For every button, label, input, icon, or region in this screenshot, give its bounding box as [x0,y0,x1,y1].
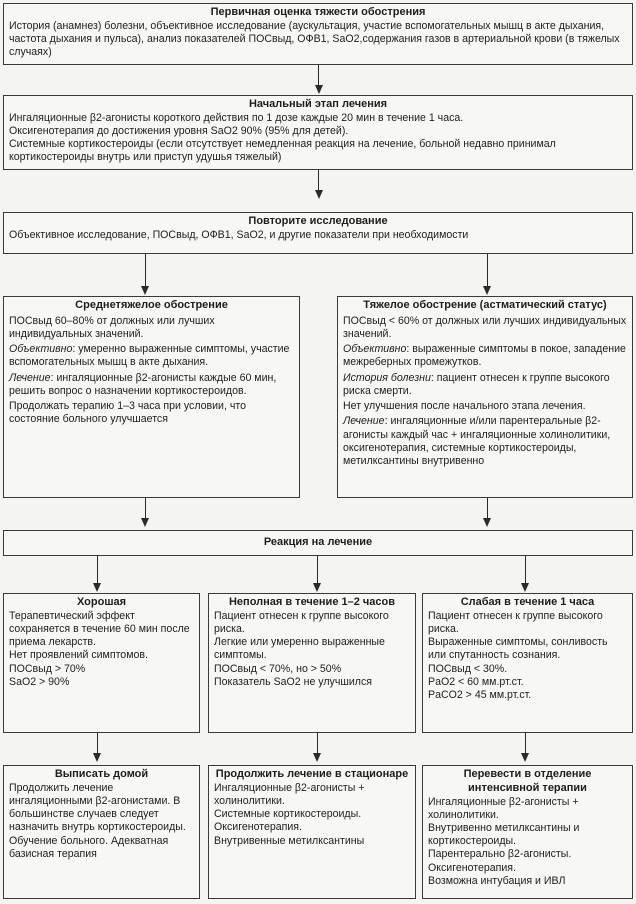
arrow-down-icon [483,518,491,527]
icu-transfer-line: Оксигенотерапия. [428,861,516,874]
arrow-down-icon [93,583,101,592]
icu-transfer-line: Ингаляционные β2-агонисты + холинолитики. [428,795,579,821]
severe-history [343,372,627,398]
severe-history-text: : пациент отнесен к группе высокого риска смерти. [343,371,610,397]
response-box [3,530,633,556]
moderate-exacerbation-title: Среднетяжелое обострение [75,299,228,311]
initial-treatment-line: Оксигенотерапия до достижения уровня SaO2 90% (95% для детей). [9,124,349,137]
icu-transfer-line: Парентерально β2-агонисты. [428,848,572,861]
moderate-treatment [9,372,294,398]
poor-response-title: Слабая в течение 1 часа [460,596,595,608]
good-response-line: Терапевтический эффект сохраняется в течение 60 мин после приема лекарств. [9,609,190,649]
severe-treatment-label: Лечение [343,415,385,428]
partial-response-title: Неполная в течение 1–2 часов [228,596,396,608]
arrow-down-icon [141,286,149,295]
initial-assessment-text: История (анамнез) болезни, объективное исследование (аускультация, участие вспомогательных мышц в акте дыхания, частота дыхания и пульса), анализ показателей ПОСвыд, ОФВ1, SaO2,содержания газов в артериальной крови (в тяжелых случаях) [9,19,620,59]
arrow-down-icon [521,583,529,592]
continue-hospital-line: Оксигенотерапия. [214,821,302,834]
icu-transfer-line: Внутривенно метилксантины и кортикостероиды. [428,821,580,848]
good-response-title: Хорошая [76,596,127,608]
discharge-home-text: Продолжить лечение ингаляционными β2-агонистами. В большинстве случаев следует назначить внутрь кортикостероиды. Обучение больного. Адекватная базисная терапия [9,781,186,860]
severe-exacerbation-box [337,296,633,498]
moderate-objective-text: : умеренно выраженные симптомы, участие вспомогательных мышц в акте дыхания. [9,343,290,369]
partial-response-line: Пациент отнесен к группе высокого риска. [214,609,389,635]
continue-hospital-line: Внутривенные метилксантины [214,834,365,847]
moderate-treatment-label: Лечение [9,371,51,384]
moderate-continue: Продолжать терапию 1–3 часа при условии, что состояние больного улучшается [9,400,247,426]
arrow-down-icon [141,518,149,527]
repeat-exam-text: Объективное исследование, ПОСвыд, ОФВ1, SaO2, и другие показатели при необходимости [9,228,469,241]
partial-response-box [208,593,416,733]
initial-treatment-line: Системные кортикостероиды (если отсутствует немедленная реакция на лечение, больной недавно принимал кортикостероиды внутрь или приступ удушья тяжелый) [9,138,556,164]
severe-objective-label: Объективно [343,343,407,356]
poor-response-line: Выраженные симптомы, сонливость или спутанность сознания. [428,636,608,662]
initial-treatment-title: Начальный этап лечения [248,98,388,110]
continue-hospital-line: Ингаляционные β2-агонисты + холинолитики. [214,781,365,807]
good-response-line: Нет проявлений симптомов. [9,649,148,662]
partial-response-line: ПОСвыд < 70%, но > 50% [214,662,342,675]
moderate-treatment-text: : ингаляционные β2-агонисты каждые 60 мин, решить вопрос о назначении кортикостероидов. [9,371,277,397]
poor-response-box [422,593,633,733]
initial-treatment-line: Ингаляционные β2-агонисты короткого действия по 1 дозе каждые 20 мин в течение 1 часа. [9,111,464,124]
arrow-down-icon [315,85,323,94]
partial-response-line: Легкие или умеренно выраженные симптомы. [214,636,385,662]
response-title: Реакция на лечение [263,536,373,548]
initial-assessment-box [3,3,633,65]
moderate-objective-label: Объективно [9,343,73,356]
moderate-exacerbation-box [3,296,300,498]
good-response-box [3,593,200,733]
moderate-pef: ПОСвыд 60–80% от должных или лучших индивидуальных значений. [9,314,215,340]
severe-pef: ПОСвыд < 60% от должных или лучших индивидуальных значений. [343,314,627,340]
arrow-down-icon [93,753,101,762]
arrow-down-icon [313,583,321,592]
moderate-objective [9,343,294,369]
severe-treatment [343,415,627,468]
poor-response-line: PaO2 < 60 мм.рт.ст. [428,675,524,688]
initial-treatment-box [3,95,633,170]
arrow-down-icon [315,190,323,199]
good-response-line: SaO2 > 90% [9,675,70,688]
severe-history-label: История болезни [343,371,431,384]
continue-hospital-box [208,765,416,899]
partial-response-line: Показатель SaO2 не улучшился [214,675,372,688]
continue-hospital-title: Продолжить лечение в стационаре [215,768,409,780]
icu-transfer-line: Возможна интубация и ИВЛ [428,874,566,887]
discharge-home-box [3,765,200,899]
continue-hospital-line: Системные кортикостероиды. [214,808,362,821]
severe-objective-text: : выраженные симптомы в покое, западение межреберных промежутков. [343,343,626,369]
discharge-home-title: Выписать домой [54,768,149,780]
severe-treatment-text: : ингаляционные и/или парентеральные β2-агонисты каждый час + ингаляционные холинолитики, оксигенотерапия, системные кортикостероиды, метилксантины внутривенно [343,415,611,468]
initial-assessment-title: Первичная оценка тяжести обострения [210,6,426,18]
severe-no-improvement: Нет улучшения после начального этапа лечения. [343,400,586,413]
good-response-line: ПОСвыд > 70% [9,662,86,675]
icu-transfer-title: Перевести в отделение интенсивной терапии [463,768,592,794]
repeat-exam-box [3,212,633,254]
arrow-down-icon [313,753,321,762]
poor-response-line: PaCO2 > 45 мм.рт.ст. [428,689,532,702]
severe-objective [343,343,627,369]
poor-response-line: Пациент отнесен к группе высокого риска. [428,609,603,635]
icu-transfer-box [422,765,633,899]
repeat-exam-title: Повторите исследование [248,215,388,227]
poor-response-line: ПОСвыд < 30%. [428,662,508,675]
arrow-down-icon [521,753,529,762]
arrow-down-icon [483,286,491,295]
severe-exacerbation-title: Тяжелое обострение (астматический статус) [363,299,607,311]
